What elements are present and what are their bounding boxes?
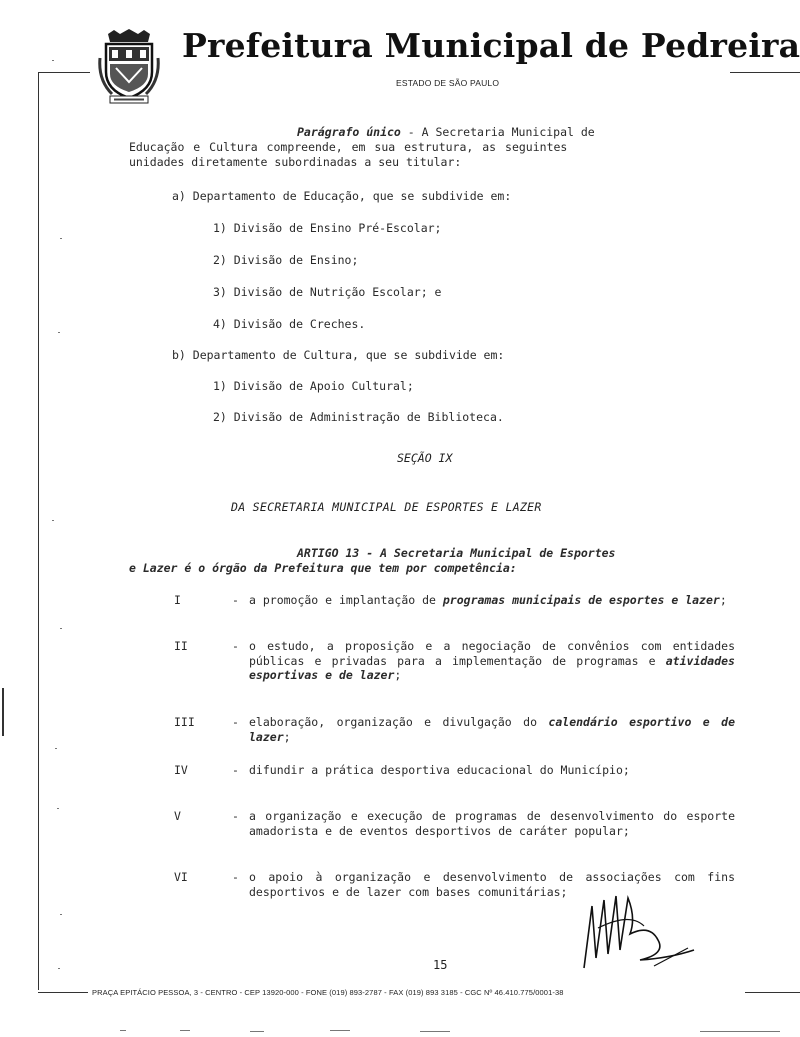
item-text-1 bbox=[249, 593, 735, 608]
secao-title: DA SECRETARIA MUNICIPAL DE ESPORTES E LAZER bbox=[231, 500, 542, 514]
footer-rule-left bbox=[38, 992, 88, 993]
item-number-1: I bbox=[174, 593, 181, 607]
item-text-2-plain: o estudo, a proposição e a negociação de convênios com entidades públicas e privadas para a implementação de programas e bbox=[249, 639, 735, 668]
item-text-3-emph: calendário esportivo e de lazer bbox=[249, 715, 735, 744]
item-dash-3: - bbox=[232, 715, 239, 729]
item-number-4: IV bbox=[174, 763, 188, 777]
item-text-3-tail: ; bbox=[283, 729, 291, 744]
item-text-1-tail: ; bbox=[719, 593, 727, 607]
item-dash-6: - bbox=[232, 870, 239, 884]
item-text-3-plain: elaboração, organização e divulgação do bbox=[249, 715, 549, 729]
item-text-4: difundir a prática desportiva educacional do Município; bbox=[249, 763, 630, 777]
dept-a-item-2: 2) Divisão de Ensino; bbox=[213, 253, 359, 267]
dept-b-heading: b) Departamento de Cultura, que se subdivide em: bbox=[172, 348, 505, 362]
page-title: Prefeitura Municipal de Pedreira bbox=[182, 26, 800, 65]
paragrafo-line-1 bbox=[297, 125, 595, 139]
item-number-5: V bbox=[174, 809, 181, 823]
header-rule-left bbox=[38, 72, 90, 73]
frame-left-border bbox=[38, 72, 39, 990]
item-text-2-tail: ; bbox=[394, 668, 402, 682]
artigo-line-1: ARTIGO 13 - A Secretaria Municipal de Esportes bbox=[297, 546, 616, 560]
item-text-3 bbox=[249, 715, 735, 744]
item-number-3: III bbox=[174, 715, 195, 729]
item-number-2: II bbox=[174, 639, 188, 653]
item-text-1-emph: programas municipais de esportes e lazer bbox=[442, 593, 720, 607]
footer-address: PRAÇA EPITÁCIO PESSOA, 3 - CENTRO - CEP 13920-000 - FONE (019) 893-2787 - FAX (019) 893 3185 - CGC Nº 46.410.775/0001-38 bbox=[92, 988, 564, 997]
page-number: 15 bbox=[433, 958, 448, 972]
footer-rule-right bbox=[745, 992, 800, 993]
secao-heading: SEÇÃO IX bbox=[397, 451, 453, 465]
dept-a-item-1: 1) Divisão de Ensino Pré-Escolar; bbox=[213, 221, 442, 235]
paragrafo-line-1-text: - A Secretaria Municipal de bbox=[400, 125, 595, 139]
paragrafo-label: Parágrafo único bbox=[297, 125, 401, 139]
item-number-6: VI bbox=[174, 870, 188, 884]
item-dash-1: - bbox=[232, 593, 239, 607]
dept-a-heading: a) Departamento de Educação, que se subdivide em: bbox=[172, 189, 512, 203]
municipal-crest-logo bbox=[98, 28, 160, 106]
item-text-6: o apoio à organização e desenvolvimento de associações com fins desportivos e de lazer com bases comunitárias; bbox=[249, 870, 735, 899]
dept-b-item-1: 1) Divisão de Apoio Cultural; bbox=[213, 379, 414, 393]
item-dash-2: - bbox=[232, 639, 239, 653]
margin-mark bbox=[2, 688, 4, 736]
dept-b-item-2: 2) Divisão de Administração de Biblioteca. bbox=[213, 410, 504, 424]
paragrafo-line-2: Educação e Cultura compreende, em sua estrutura, as seguintes bbox=[129, 140, 568, 154]
state-subtitle: ESTADO DE SÃO PAULO bbox=[396, 78, 500, 88]
item-text-2-emph: atividades esportivas e de lazer bbox=[249, 653, 735, 682]
artigo-line-2: e Lazer é o órgão da Prefeitura que tem por competência: bbox=[129, 561, 517, 575]
item-text-2 bbox=[249, 639, 735, 683]
handwritten-signature bbox=[570, 888, 700, 978]
dept-a-item-4: 4) Divisão de Creches. bbox=[213, 317, 366, 331]
header-rule-right bbox=[730, 72, 800, 73]
item-dash-5: - bbox=[232, 809, 239, 823]
item-dash-4: - bbox=[232, 763, 239, 777]
dept-a-item-3: 3) Divisão de Nutrição Escolar; e bbox=[213, 285, 442, 299]
item-text-1-plain: a promoção e implantação de bbox=[249, 593, 443, 607]
paragrafo-line-3: unidades diretamente subordinadas a seu titular: bbox=[129, 155, 462, 169]
item-text-5: a organização e execução de programas de desenvolvimento do esporte amadorista e de eventos desportivos de caráter popular; bbox=[249, 809, 735, 838]
